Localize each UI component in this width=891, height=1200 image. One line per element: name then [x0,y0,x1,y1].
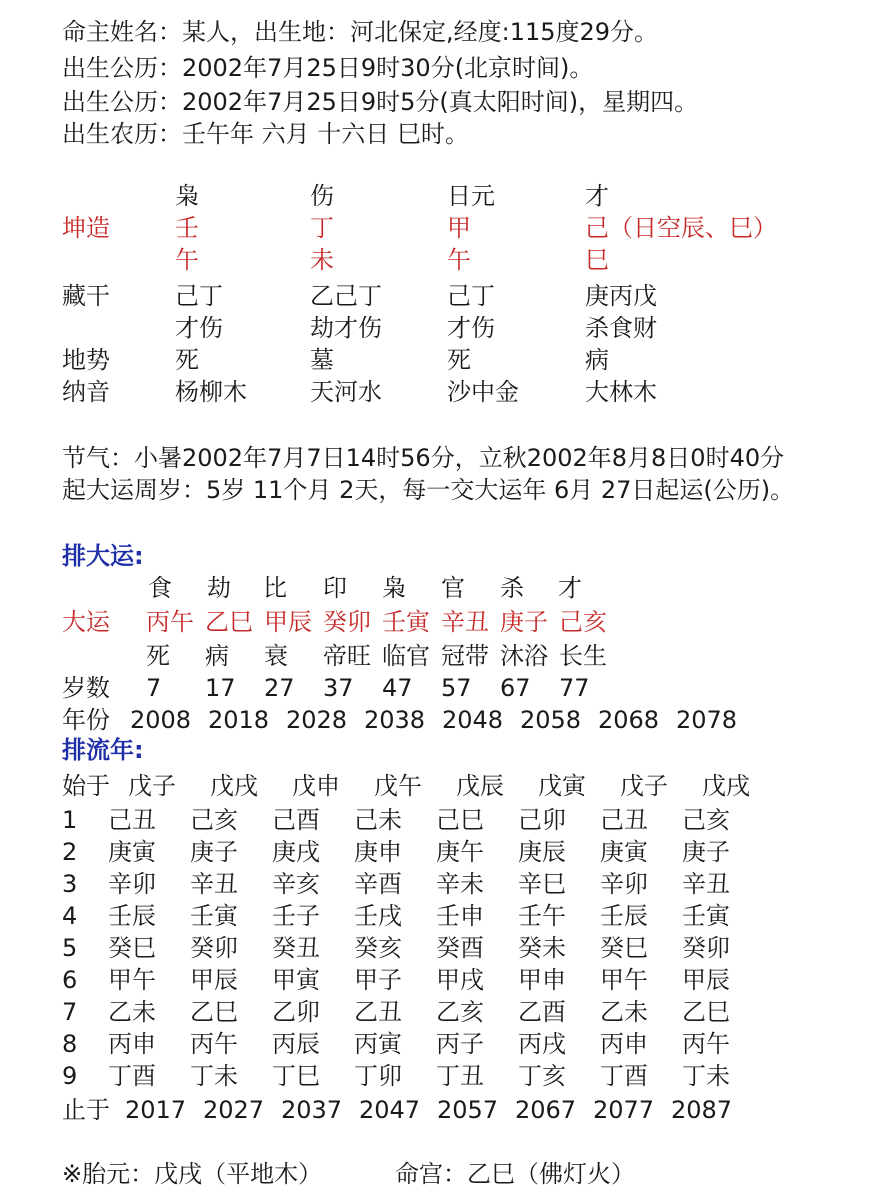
liunian-cell: 癸亥 [354,934,402,962]
pillar-hidden-god: 劫才伤 [310,314,382,342]
dayun-pillar: 丙午 [146,608,194,636]
liunian-cell: 乙巳 [190,998,238,1026]
dayun-age: 57 [441,674,472,702]
pillar-branch: 午 [175,246,199,274]
liunian-cell: 壬子 [272,902,320,930]
pillar-stem: 甲 [447,214,471,242]
dayun-year: 2008 [130,706,192,734]
liunian-end: 2057 [437,1096,499,1124]
dayun-god: 食 [148,574,172,602]
liunian-cell: 庚申 [354,838,402,866]
liunian-cell: 甲申 [518,966,566,994]
liunian-cell: 丙戌 [518,1030,566,1058]
dayun-god: 官 [441,574,465,602]
dayun-pillar: 壬寅 [382,608,430,636]
liunian-cell: 甲辰 [682,966,730,994]
liunian-row-number: 3 [62,870,78,898]
liunian-end: 2067 [515,1096,577,1124]
liunian-row-number: 6 [62,966,78,994]
liunian-start: 戊辰 [456,772,504,800]
dayun-pillar: 癸卯 [323,608,371,636]
dayun-age: 27 [264,674,295,702]
dayun-state: 冠带 [441,642,489,670]
liunian-cell: 庚戌 [272,838,320,866]
liunian-cell: 甲子 [354,966,402,994]
pillar-hidden-god: 才伤 [175,314,223,342]
pillar-branch: 未 [310,246,334,274]
liunian-start: 戊申 [292,772,340,800]
liunian-cell: 己丑 [108,806,156,834]
pillar-state: 病 [585,346,609,374]
pillar-hidden: 己丁 [175,282,223,310]
liunian-cell: 壬辰 [600,902,648,930]
pillar-hidden: 庚丙戊 [585,282,657,310]
taiyuan-line: ※胎元：戊戌（平地木） [62,1160,323,1188]
pillar-nayin: 大林木 [585,378,657,406]
dayun-pillar: 甲辰 [264,608,312,636]
liunian-cell: 壬辰 [108,902,156,930]
liunian-cell: 庚午 [436,838,484,866]
liunian-title: 排流年: [62,736,144,764]
liunian-cell: 辛丑 [682,870,730,898]
dayun-pillar: 辛丑 [441,608,489,636]
liunian-cell: 己酉 [272,806,320,834]
pillar-nayin: 杨柳木 [175,378,247,406]
liunian-cell: 丁巳 [272,1062,320,1090]
liunian-cell: 庚寅 [600,838,648,866]
dayun-god: 印 [323,574,347,602]
pillar-branch: 巳 [585,246,609,274]
pillar-stem-label: 坤造 [62,214,110,242]
pillar-hidden-label: 藏干 [62,282,110,310]
liunian-cell: 丁酉 [600,1062,648,1090]
dayun-age: 77 [559,674,590,702]
pillar-nayin: 沙中金 [447,378,519,406]
dayun-state: 病 [205,642,229,670]
dayun-state: 临官 [382,642,430,670]
liunian-cell: 乙卯 [272,998,320,1026]
liunian-cell: 甲寅 [272,966,320,994]
liunian-row-number: 4 [62,902,78,930]
liunian-cell: 丁未 [190,1062,238,1090]
liunian-row-number: 7 [62,998,78,1026]
minggong-line: 命宫：乙巳（佛灯火） [395,1160,635,1188]
dayun-state: 沐浴 [500,642,548,670]
liunian-cell: 丙午 [190,1030,238,1058]
pillar-stem: 己（日空辰、巳） [585,214,777,242]
dayun-state: 长生 [559,642,607,670]
liunian-cell: 乙丑 [354,998,402,1026]
dayun-god: 才 [558,574,582,602]
pillar-nayin-label: 纳音 [62,378,110,406]
dayun-age: 37 [323,674,354,702]
liunian-end: 2087 [671,1096,733,1124]
liunian-cell: 庚子 [682,838,730,866]
liunian-cell: 癸卯 [190,934,238,962]
dayun-year: 2048 [442,706,504,734]
dayun-pillar: 庚子 [500,608,548,636]
liunian-cell: 辛巳 [518,870,566,898]
header-line-1: 命主姓名：某人，出生地：河北保定,经度:115度29分。 [62,18,659,46]
pillar-god: 日元 [447,182,495,210]
pillar-state: 死 [447,346,471,374]
liunian-start-label: 始于 [62,772,110,800]
liunian-cell: 癸丑 [272,934,320,962]
liunian-start: 戊午 [374,772,422,800]
liunian-cell: 己未 [354,806,402,834]
header-line-4: 出生农历：壬午年 六月 十六日 巳时。 [62,120,469,148]
dayun-age: 67 [500,674,531,702]
liunian-cell: 癸巳 [600,934,648,962]
qiyun-line: 起大运周岁：5岁 11个月 2天，每一交大运年 6月 27日起运(公历)。 [62,476,795,504]
dayun-state: 衰 [264,642,288,670]
dayun-pillar: 己亥 [559,608,607,636]
liunian-cell: 丙申 [600,1030,648,1058]
liunian-cell: 庚寅 [108,838,156,866]
pillar-stem: 壬 [175,214,199,242]
liunian-cell: 癸卯 [682,934,730,962]
pillar-hidden-god: 才伤 [447,314,495,342]
liunian-cell: 辛丑 [190,870,238,898]
liunian-cell: 丙辰 [272,1030,320,1058]
liunian-cell: 壬戌 [354,902,402,930]
dayun-state: 帝旺 [323,642,371,670]
pillar-state-label: 地势 [62,346,110,374]
pillar-god: 伤 [310,182,334,210]
liunian-end: 2047 [359,1096,421,1124]
liunian-cell: 己亥 [190,806,238,834]
dayun-year: 2028 [286,706,348,734]
dayun-pillar: 乙巳 [205,608,253,636]
liunian-cell: 壬寅 [682,902,730,930]
liunian-cell: 己卯 [518,806,566,834]
liunian-cell: 甲辰 [190,966,238,994]
dayun-god: 比 [263,574,287,602]
liunian-cell: 甲午 [600,966,648,994]
dayun-age: 17 [205,674,236,702]
liunian-end: 2027 [203,1096,265,1124]
liunian-cell: 丁亥 [518,1062,566,1090]
liunian-cell: 辛卯 [600,870,648,898]
liunian-end: 2077 [593,1096,655,1124]
liunian-cell: 丙午 [682,1030,730,1058]
liunian-row-number: 1 [62,806,78,834]
liunian-cell: 乙巳 [682,998,730,1026]
liunian-cell: 己亥 [682,806,730,834]
liunian-cell: 甲午 [108,966,156,994]
liunian-cell: 乙亥 [436,998,484,1026]
dayun-god: 劫 [207,574,231,602]
liunian-start: 戊戌 [210,772,258,800]
liunian-end-label: 止于 [62,1096,110,1124]
liunian-cell: 辛未 [436,870,484,898]
liunian-cell: 丁卯 [354,1062,402,1090]
pillar-hidden-god: 杀食财 [585,314,657,342]
liunian-cell: 壬寅 [190,902,238,930]
liunian-cell: 丁丑 [436,1062,484,1090]
dayun-year: 2038 [364,706,426,734]
liunian-cell: 辛亥 [272,870,320,898]
liunian-cell: 庚辰 [518,838,566,866]
liunian-row-number: 9 [62,1062,78,1090]
dayun-god: 枭 [382,574,406,602]
dayun-age-label: 岁数 [62,674,110,702]
pillar-hidden: 乙己丁 [310,282,382,310]
header-line-3: 出生公历：2002年7月25日9时5分(真太阳时间)，星期四。 [62,88,699,116]
pillar-state: 墓 [310,346,334,374]
pillar-god: 才 [585,182,609,210]
dayun-age: 7 [146,674,162,702]
dayun-label: 大运 [62,608,110,636]
dayun-year-label: 年份 [62,706,110,734]
dayun-state: 死 [146,642,170,670]
liunian-cell: 乙未 [108,998,156,1026]
dayun-title: 排大运: [62,542,144,570]
pillar-branch: 午 [447,246,471,274]
liunian-cell: 丁酉 [108,1062,156,1090]
header-line-2: 出生公历：2002年7月25日9时30分(北京时间)。 [62,54,594,82]
dayun-god: 杀 [500,574,524,602]
liunian-cell: 丙申 [108,1030,156,1058]
liunian-cell: 乙未 [600,998,648,1026]
liunian-row-number: 2 [62,838,78,866]
liunian-cell: 丁未 [682,1062,730,1090]
dayun-year: 2068 [598,706,660,734]
liunian-end: 2017 [125,1096,187,1124]
liunian-cell: 壬申 [436,902,484,930]
liunian-row-number: 5 [62,934,78,962]
liunian-cell: 壬午 [518,902,566,930]
liunian-start: 戊子 [620,772,668,800]
liunian-cell: 丙寅 [354,1030,402,1058]
liunian-cell: 辛卯 [108,870,156,898]
dayun-year: 2078 [676,706,738,734]
liunian-start: 戊寅 [538,772,586,800]
liunian-cell: 乙酉 [518,998,566,1026]
liunian-cell: 癸酉 [436,934,484,962]
liunian-cell: 己丑 [600,806,648,834]
liunian-cell: 辛酉 [354,870,402,898]
liunian-cell: 癸巳 [108,934,156,962]
solar-terms-line: 节气：小暑2002年7月7日14时56分，立秋2002年8月8日0时40分 [62,444,785,472]
liunian-end: 2037 [281,1096,343,1124]
pillar-stem: 丁 [310,214,334,242]
liunian-cell: 癸未 [518,934,566,962]
liunian-start: 戊戌 [702,772,750,800]
liunian-cell: 己巳 [436,806,484,834]
pillar-hidden: 己丁 [447,282,495,310]
liunian-start: 戊子 [128,772,176,800]
liunian-cell: 甲戌 [436,966,484,994]
liunian-row-number: 8 [62,1030,78,1058]
dayun-year: 2018 [208,706,270,734]
dayun-year: 2058 [520,706,582,734]
pillar-nayin: 天河水 [310,378,382,406]
dayun-age: 47 [382,674,413,702]
pillar-god: 枭 [175,182,199,210]
liunian-cell: 庚子 [190,838,238,866]
liunian-cell: 丙子 [436,1030,484,1058]
pillar-state: 死 [175,346,199,374]
